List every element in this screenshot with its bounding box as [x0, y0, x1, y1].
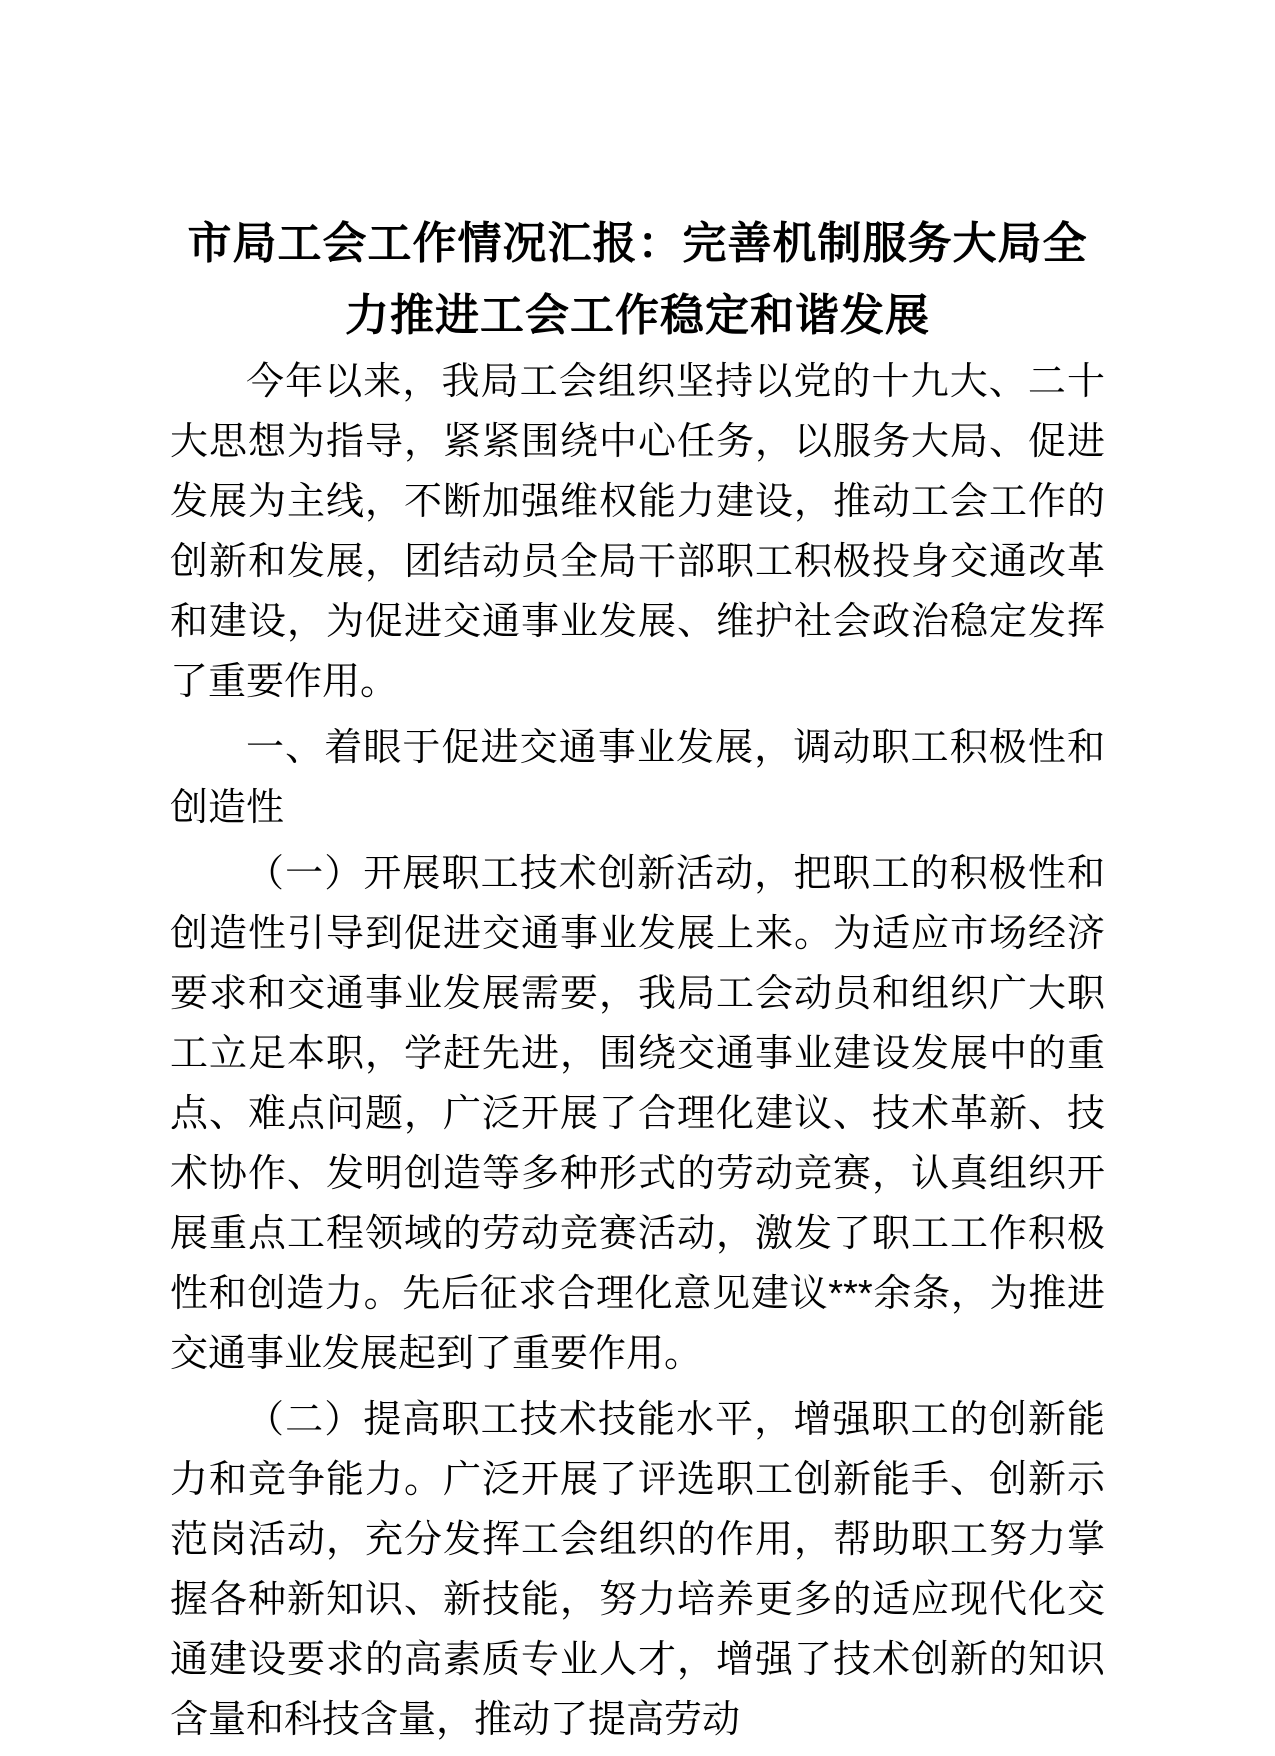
paragraph-item-2: （二）提高职工技术技能水平，增强职工的创新能力和竞争能力。广泛开展了评选职工创新能手、创新示范岗活动，充分发挥工会组织的作用，帮助职工努力掌握各种新知识、新技能，努力培养更多的适应现代化交通建设要求的高素质专业人才，增强了技术创新的知识含量和科技含量，推动了提高劳动	[170, 1399, 1105, 1741]
document-title-line-1: 市局工会工作情况汇报：完善机制服务大局全	[187, 219, 1088, 268]
document-title-line-2: 力推进工会工作稳定和谐发展	[345, 291, 930, 340]
section-heading-1: 一、着眼于促进交通事业发展，调动职工积极性和创造性	[170, 727, 1105, 829]
document-page	[170, 208, 1105, 1756]
document-title	[170, 208, 1105, 352]
paragraph-intro: 今年以来，我局工会组织坚持以党的十九大、二十大思想为指导，紧紧围绕中心任务，以服务大局、促进发展为主线，不断加强维权能力建设，推动工会工作的创新和发展，团结动员全局干部职工积极投身交通改革和建设，为促进交通事业发展、维护社会政治稳定发挥了重要作用。	[170, 361, 1105, 703]
paragraph-item-1: （一）开展职工技术创新活动，把职工的积极性和创造性引导到促进交通事业发展上来。为适应市场经济要求和交通事业发展需要，我局工会动员和组织广大职工立足本职，学赶先进，围绕交通事业建设发展中的重点、难点问题，广泛开展了合理化建议、技术革新、技术协作、发明创造等多种形式的劳动竞赛，认真组织开展重点工程领域的劳动竞赛活动，激发了职工工作积极性和创造力。先后征求合理化意见建议***余条，为推进交通事业发展起到了重要作用。	[170, 853, 1105, 1375]
